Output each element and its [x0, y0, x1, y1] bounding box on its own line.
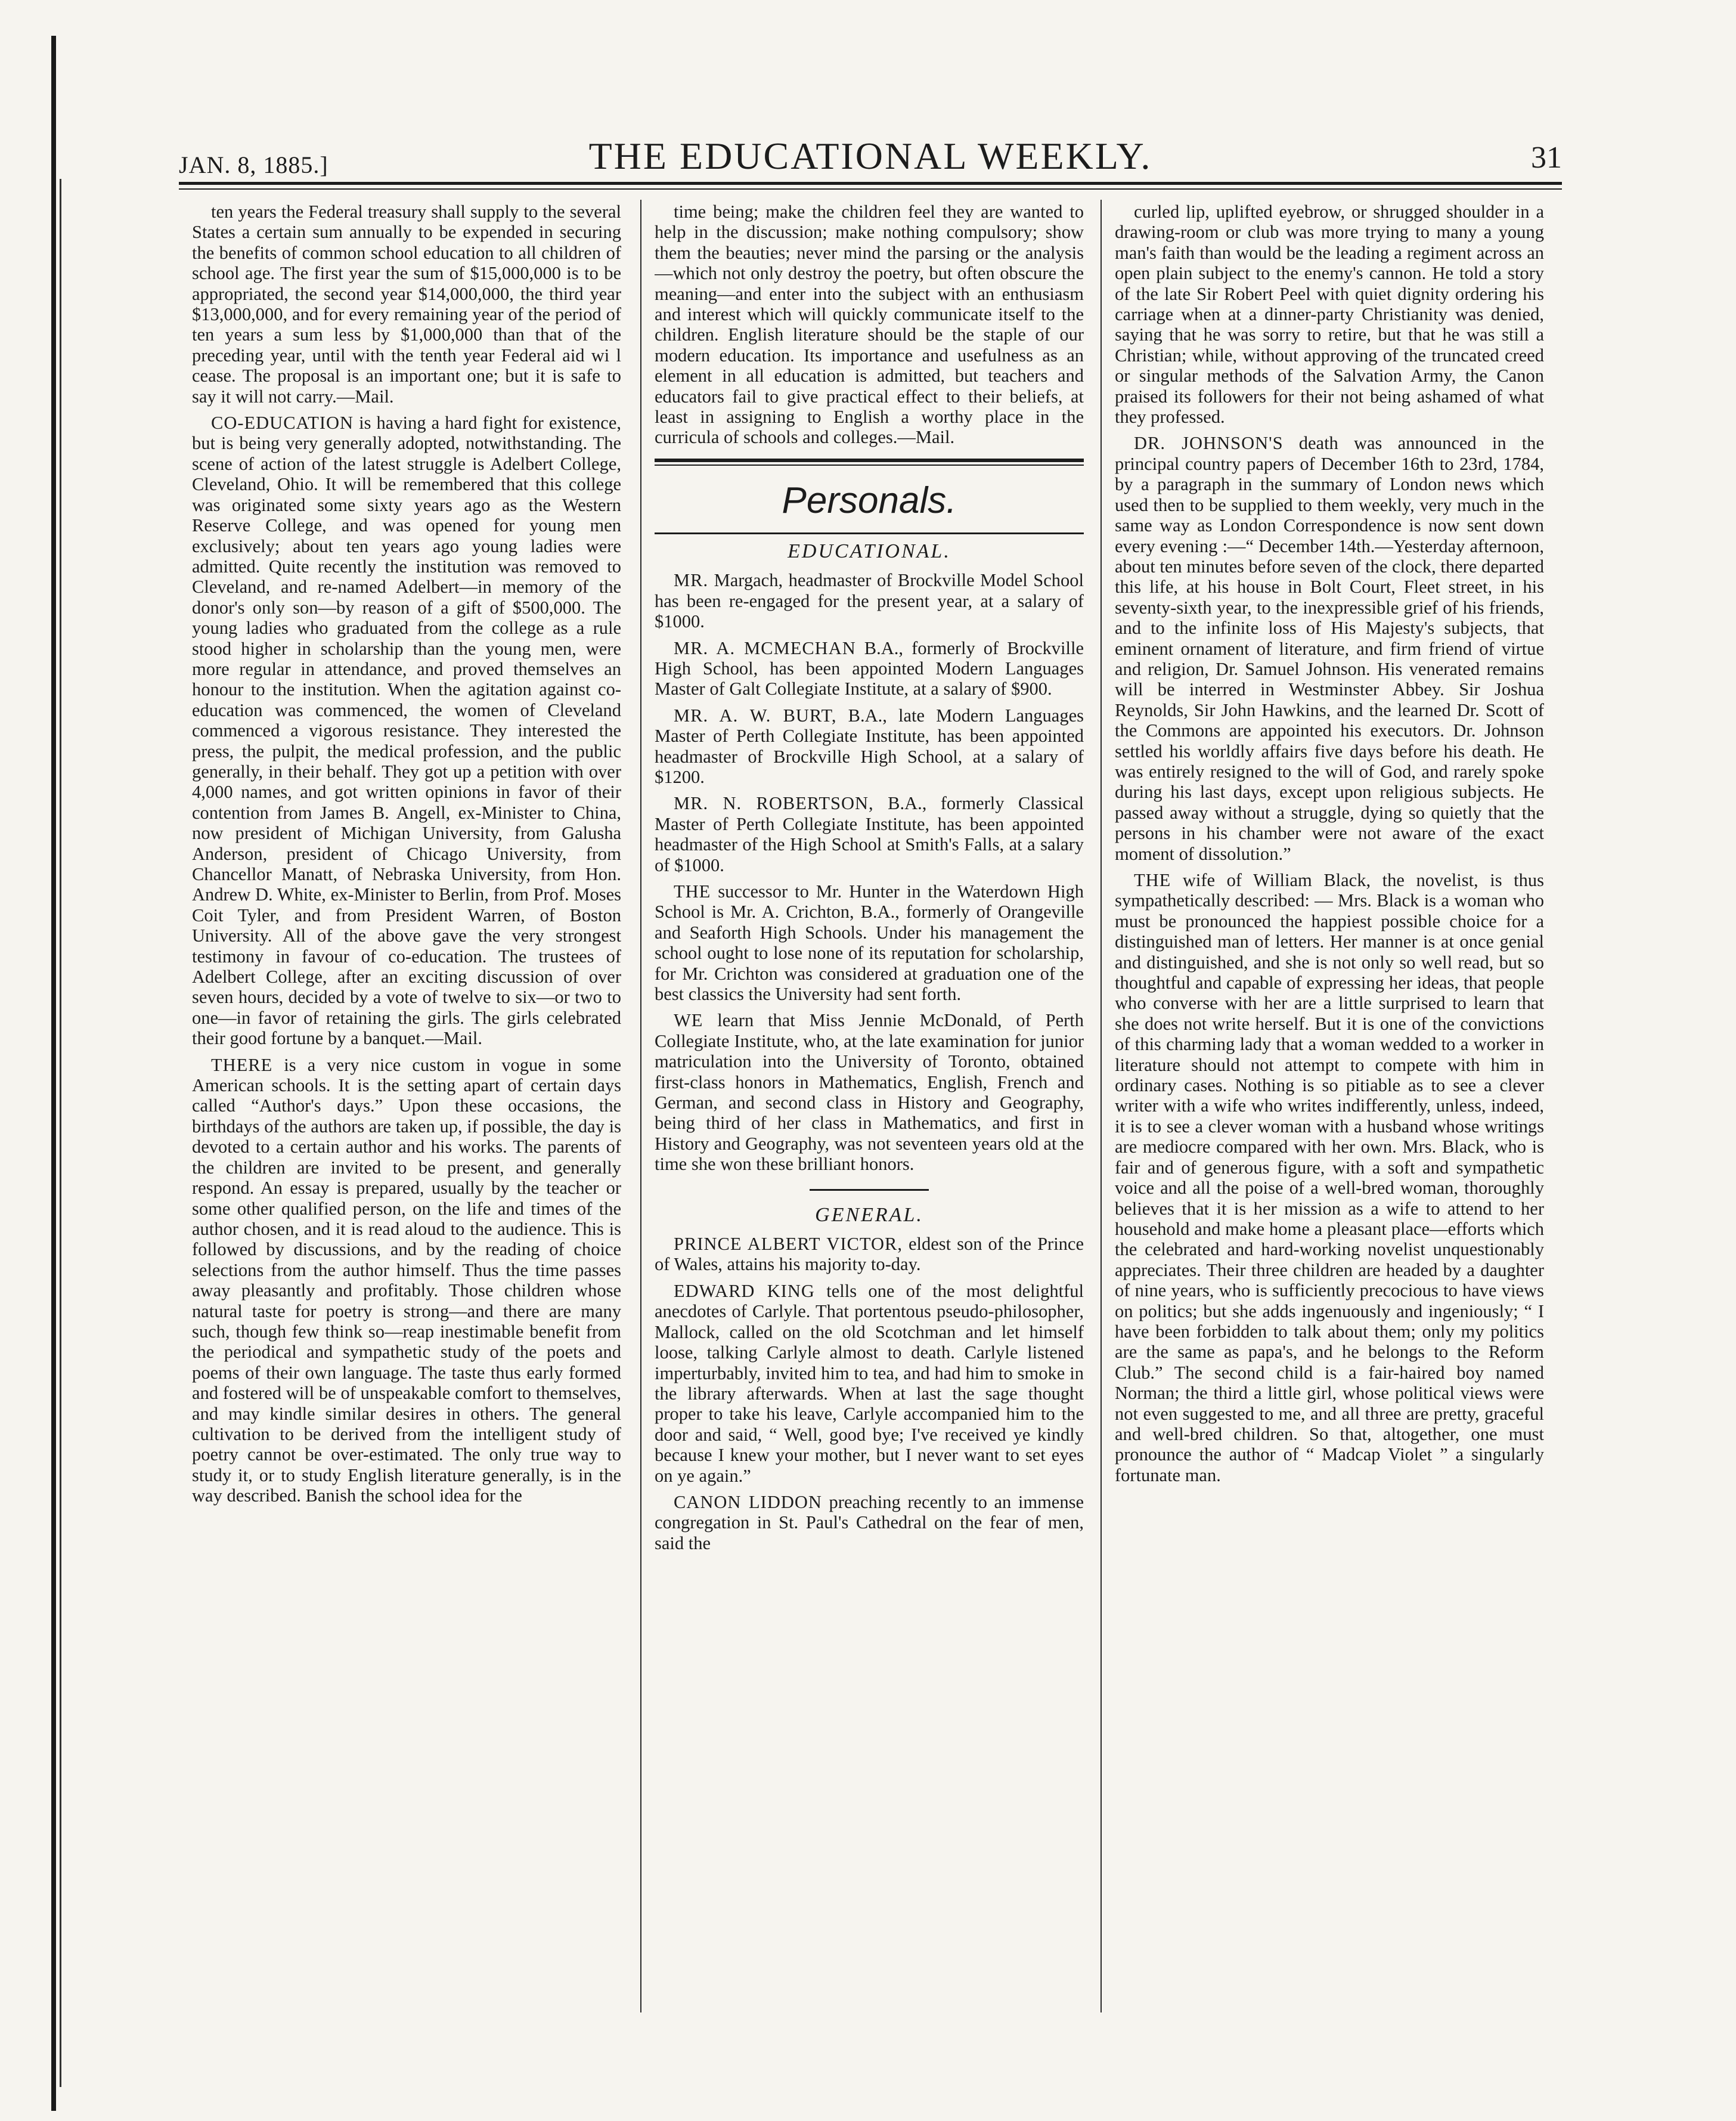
news-item: CANON LIDDON preaching recently to an immense congregation in St. Paul's Cathedral on the fear of men, said the: [655, 1491, 1084, 1553]
article-paragraph: time being; make the children feel they are wanted to help in the discussion; make nothing compulsory; show them the beauties; never mind the parsing or the analysis—which not only destroy the poetry, but often obscure the meaning—and enter into the subject with an enthusiasm and interest which will quickly communicate itself to the children. English literature should be the staple of our modern education. Its importance and usefulness as an element in all education is admitted, but teachers and educators fail to give practical effect to their beliefs, at least in assigning to English a worthy place in the curricula of schools and colleges.—Mail.: [655, 202, 1084, 448]
scan-binding-edge: [51, 36, 56, 2111]
article-paragraph: curled lip, uplifted eyebrow, or shrugged shoulder in a drawing-room or club was more trying to many a young man's faith than would be the leading a regiment across an open plain subject to the enemy's cannon. He told a story of the late Sir Robert Peel with quiet dignity ordering his carriage when at a dinner-party Christianity was denied, saying that he was sorry to retire, but that he was still a Christian; while, without approving of the truncated creed or singular methods of the Salvation Army, the Canon praised its followers for their not being ashamed of what they professed.: [1115, 202, 1544, 428]
column-1: [192, 202, 621, 2014]
news-item: MR. Margach, headmaster of Brockville Model School has been re-engaged for the present year, at a salary of $1000.: [655, 570, 1084, 632]
scan-binding-line: [60, 179, 61, 2087]
news-item: EDWARD KING tells one of the most delightful anecdotes of Carlyle. That portentous pseudo-philosopher, Mallock, called on the old Scotchman and let himself loose, talking Carlyle almost to death. Carlyle listened imperturbably, invited him to tea, and had him to smoke in the library afterwards. When at last the sage thought proper to take his leave, Carlyle accompanied him to the door and said, “ Well, good bye; I've received ye kindly because I knew your mother, but I never want to set eyes on ye again.”: [655, 1280, 1084, 1486]
news-item: MR. A. MCMECHAN B.A., formerly of Brockville High School, has been appointed Modern Languages Master of Galt Collegiate Institute, at a salary of $900.: [655, 637, 1084, 699]
subsection-heading: GENERAL.: [815, 1203, 923, 1226]
header-rule-thick: [179, 182, 1562, 185]
article-paragraph: ten years the Federal treasury shall supply to the several States a certain sum annually to be expended in securing the benefits of common school education to all children of school age. The first year the sum of $15,000,000 is to be appropriated, the second year $14,000,000, the third year $13,000,000, and for every remaining year of the period of ten years a sum less by $1,000,000 than that of the preceding year, until with the tenth year Federal aid wi l cease. The proposal is an important one; but it is safe to say it will not carry.—Mail.: [192, 202, 621, 407]
column-3: [1115, 202, 1544, 2014]
news-item: WE learn that Miss Jennie McDonald, of Perth Collegiate Institute, who, at the late examination for junior matriculation into the University of Toronto, obtained first-class honors in Mathematics, English, French and German, and second class in History and Geography, being third of her class in Mathematics, and first in History and Geography, was not seventeen years old at the time she won these brilliant honors.: [655, 1010, 1084, 1175]
section-rule: [655, 459, 1084, 462]
news-item: PRINCE ALBERT VICTOR, eldest son of the Prince of Wales, attains his majority to-day.: [655, 1234, 1084, 1275]
news-item: MR. N. ROBERTSON, B.A., formerly Classical Master of Perth Collegiate Institute, has been appointed headmaster of the High School at Smith's Falls, at a salary of $1000.: [655, 793, 1084, 875]
column-divider-1: [640, 200, 641, 2012]
article-paragraph: THE wife of William Black, the novelist, is thus sympathetically described: — Mrs. Black is a woman who must be pronounced the happiest possible choice for a distinguished man of letters. Her manner is at once genial and distinguished, and she is not only so well read, but so thoughtful and capable of expressing her ideas, that people who converse with her are a little surprised to learn that she does not write herself. But it is one of the convictions of this charming lady that a woman wedded to a worker in literature should not attempt to compete with him in ordinary cases. Nothing is so pitiable as to see a clever writer with a wife who writes indifferently, unless, indeed, it is to see a clever woman with a husband whose writings are mediocre compared with her own. Mrs. Black, who is fair and of generous figure, with a soft and sympathetic voice and all the poise of a well-bred woman, thoroughly believes that it is her mission as a wife to attend to her household and make home a pleasant place—efforts which the celebrated and hard-working novelist unquestionably appreciates. Their three children are headed by a daughter of nine years, who is sufficiently precocious to have views on politics; but she adds ingenuously and ingeniously; “ I have been forbidden to talk about them; only my politics are the same as papa's, and he belongs to the Reform Club.” The second child is a fair-haired boy named Norman; the third a little girl, whose political views were not even suggested to me, and all three are pretty, graceful and well-bred children. So that, altogether, one must pronounce the author of “ Madcap Violet ” a singularly fortunate man.: [1115, 870, 1544, 1485]
issue-date: JAN. 8, 1885.]: [179, 151, 328, 178]
header-rule-thin: [179, 188, 1562, 190]
news-item: THE successor to Mr. Hunter in the Waterdown High School is Mr. A. Crichton, B.A., formerly of Orangeville and Seaforth High Schools. Under his management the school ought to lose none of its reputation for scholarship, for Mr. Crichton was considered at graduation one of the best classics the University had sent forth.: [655, 881, 1084, 1004]
section-title: Personals.: [782, 479, 957, 521]
section-rule: [655, 532, 1084, 534]
article-paragraph: CO-EDUCATION is having a hard fight for existence, but is being very generally adopted, notwithstanding. The scene of action of the latest struggle is Adelbert College, Cleveland, Ohio. It will be remembered that this college was originated some sixty years ago as the Western Reserve College, and was opened for young men exclusively; about ten years ago young ladies were admitted. Quite recently the institution was removed to Cleveland, and re-named Adelbert—in memory of the donor's only son—by reason of a gift of $500,000. The young ladies who graduated from the college as a rule stood higher in scholarship than the young men, were more regular in attendance, and proved themselves an honour to the institution. When the agitation against co-education was commenced, the women of Cleveland commenced a vigorous resistance. They interested the press, the pulpit, the medical profession, and the public generally, in their behalf. They got up a petition with over 4,000 names, and got written opinions in favor of their contention from James B. Angell, ex-Minister to China, now president of Michigan University, from Galusha Anderson, president of Chicago University, from Chancellor Manatt, of Nebraska University, from Hon. Andrew D. White, ex-Minister to Berlin, from Prof. Moses Coit Tyler, and from President Warren, of Boston University. All of the above gave the very strongest testimony in favour of co-education. The trustees of Adelbert College, after an exciting discussion of over seven hours, decided by a vote of twelve to six—or two to one—in favor of retaining the girls. The girls celebrated their good fortune by a banquet.—Mail.: [192, 413, 621, 1049]
separator-rule: [810, 1189, 929, 1191]
section-rule: [655, 465, 1084, 466]
subsection-heading: EDUCATIONAL.: [788, 540, 951, 562]
article-paragraph: DR. JOHNSON'S death was announced in the principal country papers of December 16th to 23rd, 1784, by a paragraph in the summary of London news which used then to be supplied to them weekly, very much in the same way as London Correspondence is now sent down every evening :—“ December 14th.—Yesterday afternoon, about ten minutes before seven of the clock, there departed this life, at his house in Bolt Court, Fleet street, in his seventy-sixth year, to the inexpressible grief of his friends, and to the infinite loss of His Majesty's subjects, that eminent ornament of literature, and firm friend of virtue and religion, Dr. Samuel Johnson. His venerated remains will be interred in Westminster Abbey. Sir Joshua Reynolds, Sir John Hawkins, and the learned Dr. Scott of the Commons are appointed his executors. Dr. Johnson settled his worldly affairs five days before his death. He was entirely resigned to the will of God, and rarely spoke during his last days, except upon religious subjects. He passed away without a struggle, dying so quietly that the persons in his chamber were not aware of the exact moment of dissolution.”: [1115, 433, 1544, 864]
column-divider-2: [1100, 200, 1102, 2012]
news-item: MR. A. W. BURT, B.A., late Modern Languages Master of Perth Collegiate Institute, has been appointed headmaster of Brockville High School, at a salary of $1200.: [655, 705, 1084, 787]
article-paragraph: THERE is a very nice custom in vogue in some American schools. It is the setting apart of certain days called “Author's days.” Upon these occasions, the birthdays of the authors are taken up, if possible, the day is devoted to a certain author and his works. The parents of the children are invited to be present, and generally respond. An essay is prepared, usually by the teacher or some other qualified person, on the life and times of the author chosen, and it is read aloud to the audience. This is followed by discussions, and by the reading of choice selections from the author himself. Thus the time passes away pleasantly and profitably. Those children whose natural taste for poetry is strong—and there are many such, though few think so—reap inestimable benefit from the periodical and sympathetic study of the poets and poems of their own language. The taste thus early formed and fostered will be of unspeakable comfort to themselves, and may kindle similar desires in others. The general cultivation to be derived from the intelligent study of poetry cannot be over-estimated. The only true way to study it, or to study English literature generally, is in the way described. Banish the school idea for the: [192, 1054, 621, 1506]
column-2: [655, 202, 1084, 2014]
page-number: 31: [1531, 141, 1562, 175]
page-header: [179, 128, 1562, 182]
publication-title: THE EDUCATIONAL WEEKLY.: [588, 135, 1152, 177]
